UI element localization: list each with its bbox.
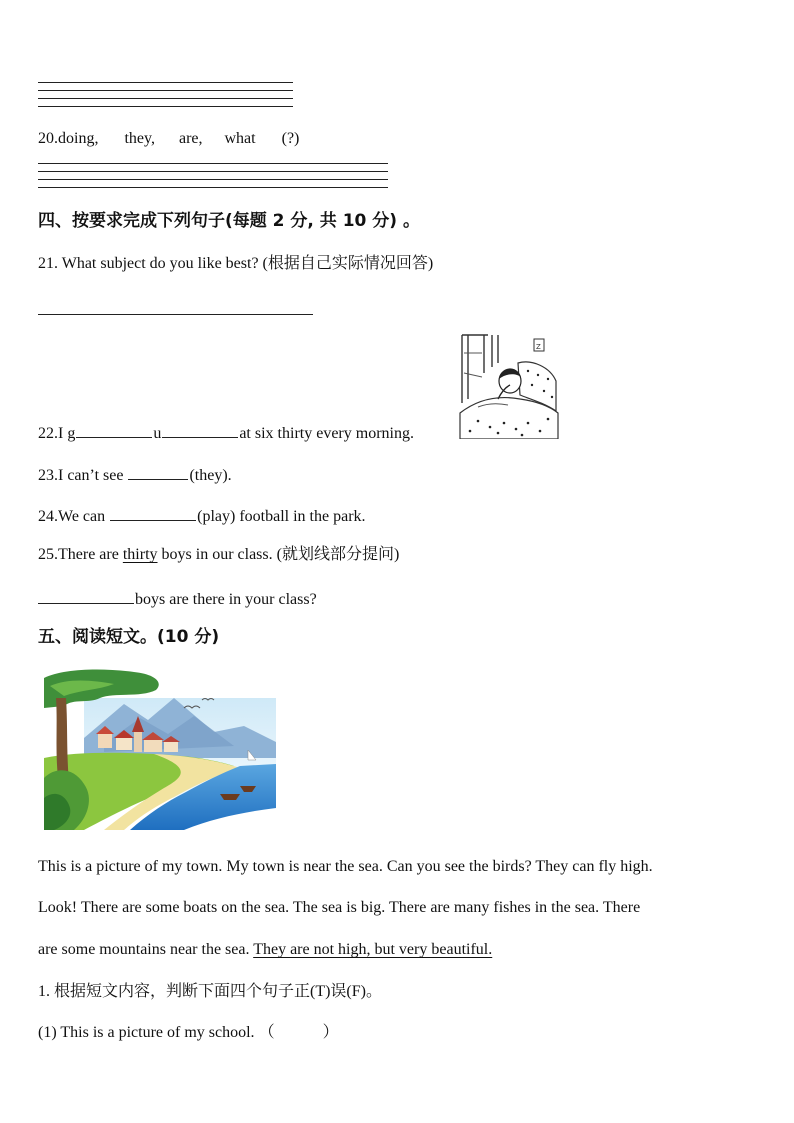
passage-line-3-underlined: They are not high, but very beautiful.: [253, 941, 493, 958]
seaside-town-illustration: [44, 668, 276, 830]
q21-answer-line[interactable]: [38, 314, 313, 315]
section-4-heading: 四、按要求完成下列句子(每题 2 分, 共 10 分) 。: [38, 211, 420, 231]
question-24: [38, 504, 366, 527]
q24-suffix: (play) football in the park.: [197, 508, 366, 525]
q25-underlined-word: thirty: [122, 546, 158, 563]
waking-up-illustration: [458, 333, 560, 439]
q25-answer-suffix: boys are there in your class?: [135, 591, 317, 608]
task-1-instruction: 1. 根据短文内容，判断下面四个句子正(T)误(F)。: [38, 983, 382, 1000]
paren-close: ）: [322, 1024, 339, 1041]
question-21: 21. What subject do you like best? (根据自己实际情况回答): [38, 255, 434, 272]
passage-line-3: [38, 940, 492, 960]
question-22: [38, 421, 414, 444]
question-20: [38, 129, 299, 149]
q20-word-2: they,: [124, 130, 155, 147]
q22-blank-2[interactable]: [162, 421, 238, 438]
question-25: [38, 545, 399, 565]
task-1-item-1: [38, 1023, 339, 1043]
q22-middle: u: [153, 425, 162, 442]
q20-word-1: doing,: [58, 130, 99, 147]
q22-suffix: at six thirty every morning.: [239, 425, 414, 442]
q22-blank-1[interactable]: [76, 421, 152, 438]
q22-prefix: 22.I g: [38, 425, 76, 442]
q20-number: 20.: [38, 130, 58, 147]
task-1-item-1-text: (1) This is a picture of my school.: [38, 1024, 255, 1041]
paren-open: （: [258, 1024, 275, 1041]
q20-word-3: are,: [178, 130, 203, 147]
q23-blank[interactable]: [128, 463, 188, 480]
passage-line-1: This is a picture of my town. My town is near the sea. Can you see the birds? They can fly high.: [38, 858, 653, 875]
q20-word-5: (?): [281, 130, 300, 147]
passage-line-3-plain: are some mountains near the sea.: [38, 941, 254, 958]
question-25-answer: [38, 587, 317, 610]
q25-prefix: 25.There are: [38, 546, 123, 563]
q24-prefix: 24.We can: [38, 508, 110, 525]
q20-word-4: what: [224, 130, 256, 147]
q24-blank[interactable]: [110, 504, 196, 521]
q25-answer-blank[interactable]: [38, 587, 134, 604]
section-5-heading: 五、阅读短文。(10 分): [38, 627, 220, 647]
passage-line-2: Look! There are some boats on the sea. The sea is big. There are many fishes in the sea. There: [38, 899, 641, 916]
svg-text:Z: Z: [536, 343, 541, 351]
q23-suffix: (they).: [189, 467, 232, 484]
q25-suffix: boys in our class. (就划线部分提问): [157, 546, 400, 563]
question-23: [38, 463, 232, 486]
q23-prefix: 23.I can’t see: [38, 467, 128, 484]
